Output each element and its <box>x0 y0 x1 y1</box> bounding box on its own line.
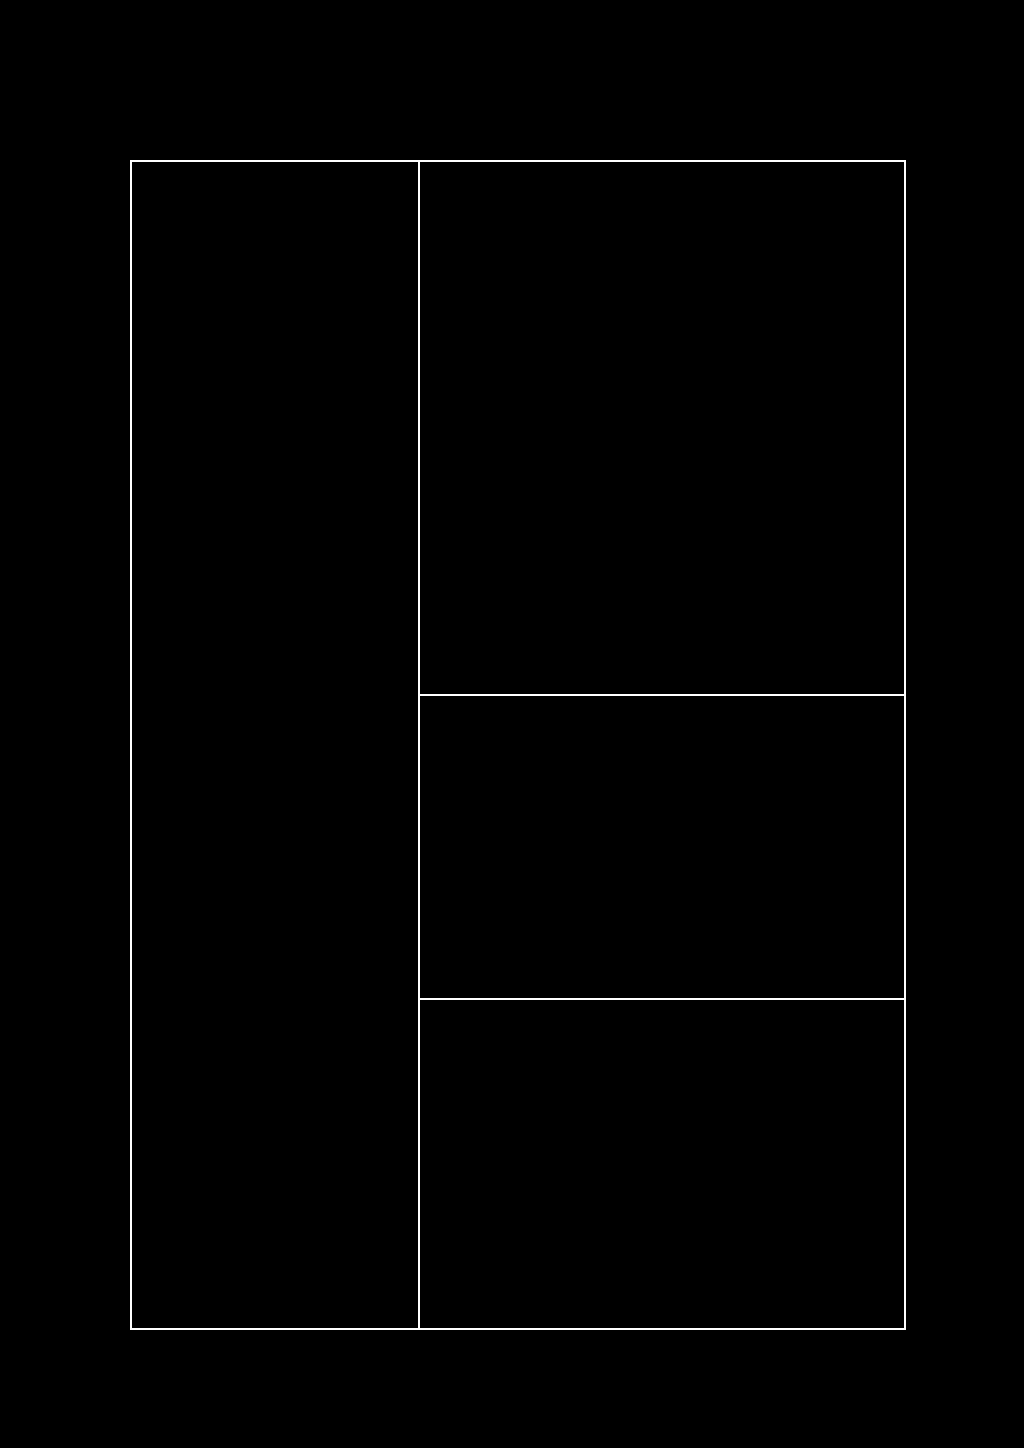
virus-latin-name: Cherry green ring mottle virus <box>428 242 649 262</box>
virus-entry <box>428 208 900 232</box>
row-divider <box>418 998 904 1000</box>
virus-entry <box>428 176 900 200</box>
virus-latin-name: Cherry mottle leaf virus <box>428 386 601 406</box>
virus-entry <box>428 1109 900 1133</box>
virus-cell <box>428 1014 900 1261</box>
virus-latin-name: Apple chlorotic leaf spot virus <box>428 1055 660 1075</box>
virus-entry <box>428 536 900 560</box>
virus-entry <box>428 384 900 408</box>
virus-latin-name: Raspberry ringspot virus <box>428 506 608 526</box>
virus-description: (MLRSV) <box>657 839 737 859</box>
row-divider <box>418 694 904 696</box>
virus-description: (ApMV) (ιός του μωσαϊκού της μηλιάς) <box>565 1111 859 1131</box>
virus-description: (ApMV) (ιός του μωσαϊκού της μηλιάς) <box>565 178 859 198</box>
virus-latin-name: Cherry leaf roll virus <box>428 274 596 294</box>
virus-latin-name: Strawberry latent ringspot virus <box>428 538 660 558</box>
virus-latin-name: Prune dwarf virus <box>428 418 560 438</box>
virus-entry <box>428 901 900 949</box>
virus-latin-name: Apple mosaic virus <box>428 178 566 198</box>
virus-entry <box>428 328 900 376</box>
column-divider <box>418 162 420 1328</box>
virus-entry <box>428 805 900 829</box>
virus-entry <box>428 416 900 440</box>
virus-description: (CGRMV) <box>648 242 731 262</box>
virus-description: (TBRV) (ιός των μαύρων δακτυλίων της τομάτας) <box>428 570 900 614</box>
virus-entry <box>428 749 900 797</box>
virus-entry <box>428 869 900 893</box>
virus-latin-name: Apple mosaic virus <box>428 807 566 827</box>
virus-latin-name: Tomato black ring nepovirus <box>428 570 669 590</box>
virus-entry <box>428 272 900 320</box>
virus-description: (ACLSV) (ιός της χλωρωτικής κηλίδωσης των φύλλων της μηλιάς) <box>428 1055 900 1099</box>
virus-latin-name: Prunus necrotic ringspot virus <box>428 903 661 923</box>
section-heading: Ιοί <box>428 716 449 736</box>
virus-description: (SLRSV)) <box>659 538 739 558</box>
virus-entry <box>428 448 900 496</box>
virus-description: (RpRSV) <box>608 506 681 526</box>
virus-entry <box>428 504 900 528</box>
virus-entry <box>428 1173 900 1197</box>
virus-latin-name: Arabis mosaic virus <box>428 210 572 230</box>
virus-description: (PDV) (ιός του νανισμού της δαμασκηνιάς) <box>559 418 879 438</box>
virus-entry <box>428 568 900 616</box>
virus-latin-name: Prune dwarf virus <box>428 871 560 891</box>
virus-description: (ACLSV) (ιός της χλωρωτικής κηλίδωσης των φύλλων της μηλιάς) <box>428 751 900 795</box>
virus-description: (ArMV) (ιός του μωσαϊκού της αραβίδας) <box>572 210 880 230</box>
virus-latin-name: Myrobalan latent ringspot virus <box>428 839 658 859</box>
virus-latin-name: Prune dwarf virus <box>428 1175 560 1195</box>
virus-latin-name: Prunus necrotic ringspot virus <box>428 1207 661 1227</box>
virus-description: (PDV) (ιός του νανισμού της δαμασκηνιάς) <box>559 871 879 891</box>
virus-table <box>130 160 906 1330</box>
section-heading: Ιοί <box>428 1020 449 1040</box>
virus-entry <box>428 1205 900 1253</box>
virus-description: (ApMV) (ιός του μωσαϊκού της μηλιάς) <box>565 807 859 827</box>
virus-latin-name: Apple chlorotic leaf spot virus <box>428 751 660 771</box>
virus-latin-name: Cherry necrotic rusty mottle virus <box>428 330 678 350</box>
virus-latin-name: Apple mosaic virus <box>428 1111 566 1131</box>
virus-description: (PNRSV) (ιός της νεκρωτικής δακτυλιωτής κηλίδωσης των πυρηνοκάρπων) <box>428 1207 900 1251</box>
virus-entry <box>428 240 900 264</box>
virus-description: (CNRMV) Little cherry virus 1 and 2 (LChV1, LChV2) <box>428 330 900 374</box>
virus-entry <box>428 1141 900 1165</box>
virus-description: (PNRSV) (ιός της νεκρωτικής δακτυλιωτής κηλίδωσης των πυρηνόκαρπων) <box>428 450 900 494</box>
virus-description: (PDV) (ιός του νανισμού της δαμασκηνιάς) <box>559 1175 879 1195</box>
virus-description: (ApLV) (λανθάνων ιός της βερικοκιάς) <box>567 1143 855 1163</box>
virus-description: (ChMLV)) <box>600 386 683 406</box>
virus-entry <box>428 837 900 861</box>
virus-description: (PNRSV) (ιός της νεκρωτικής δακτυλιωτής κηλίδωσης των πυρηνόκαρπων) <box>428 903 900 947</box>
virus-cell <box>428 176 900 624</box>
species-label: Prunus domestica και P. salicina <box>132 707 410 727</box>
virus-entry <box>428 1053 900 1101</box>
virus-cell <box>428 710 900 957</box>
species-label: Prunus persica <box>132 1011 263 1031</box>
virus-description: (CLRV) (ιός του καρουλιάσματος των φύλλων της κερασιάς) <box>428 274 900 318</box>
virus-latin-name: Prunus necrotic ringspot virus <box>428 450 661 470</box>
virus-latin-name: Apricot latent virus <box>428 1143 568 1163</box>
